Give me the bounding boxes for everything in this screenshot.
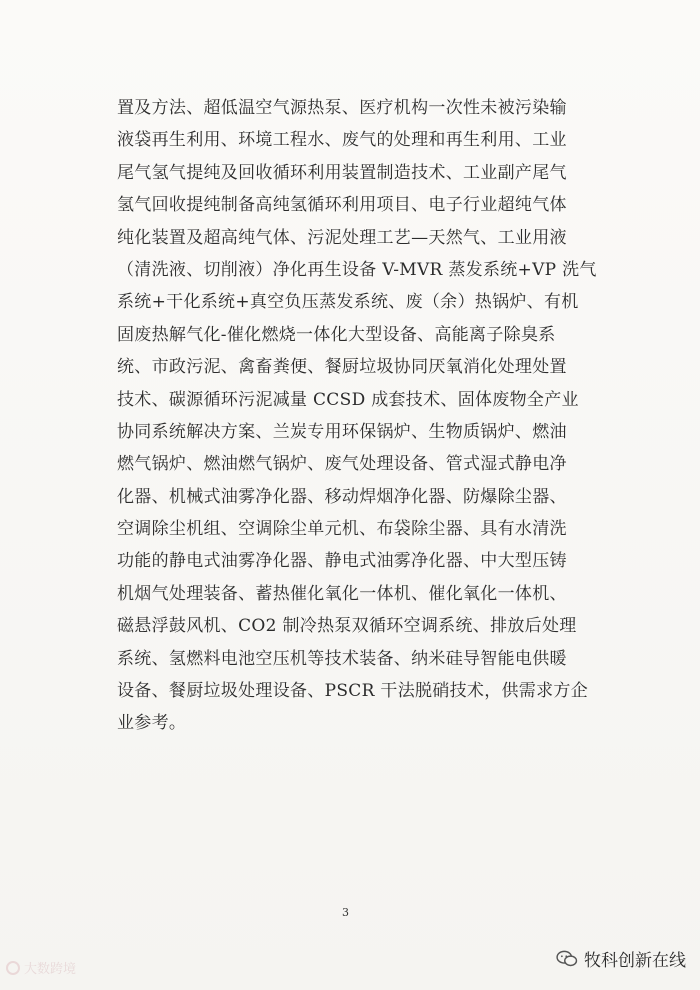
account-watermark (556, 946, 686, 971)
text-line: 系统、氢燃料电池空压机等技术装备、纳米硅导智能电供暖 (117, 648, 567, 669)
account-name: 牧科创新在线 (584, 951, 686, 971)
wechat-icon (556, 950, 578, 968)
text-line: 液袋再生利用、环境工程水、废气的处理和再生利用、工业 (117, 130, 567, 151)
text-line: 设备、餐厨垃圾处理设备、PSCR 干法脱硝技术，供需求方企 (117, 681, 588, 702)
watermark-logo (6, 958, 76, 977)
text-line: 功能的静电式油雾净化器、静电式油雾净化器、中大型压铸 (117, 551, 567, 572)
text-line: 业参考。 (117, 713, 187, 734)
text-line: 技术、碳源循环污泥减量 CCSD 成套技术、固体废物全产业 (117, 389, 579, 410)
text-line: 尾气氢气提纯及回收循环利用装置制造技术、工业副产尾气 (117, 162, 567, 183)
watermark-ring-icon (6, 961, 20, 975)
text-line: 氢气回收提纯制备高纯氢循环利用项目、电子行业超纯气体 (117, 195, 567, 216)
text-line: 纯化装置及超高纯气体、污泥处理工艺—天然气、工业用液 (117, 227, 567, 248)
text-line: 空调除尘机组、空调除尘单元机、布袋除尘器、具有水清洗 (117, 519, 567, 540)
page-number: 3 (342, 906, 349, 919)
text-line: 置及方法、超低温空气源热泵、医疗机构一次性未被污染输 (117, 98, 567, 118)
text-line: （清洗液、切削液）净化再生设备 V-MVR 蒸发系统+VP 洗气 (117, 259, 597, 280)
text-line: 固废热解气化-催化燃烧一体化大型设备、高能离子除臭系 (117, 324, 556, 345)
text-line: 化器、机械式油雾净化器、移动焊烟净化器、防爆除尘器、 (117, 486, 567, 507)
watermark-left-text: 大数跨境 (24, 962, 77, 977)
text-line: 燃气锅炉、燃油燃气锅炉、废气处理设备、管式湿式静电净 (117, 454, 567, 475)
text-line: 统、市政污泥、禽畜粪便、餐厨垃圾协同厌氧消化处理处置 (117, 357, 567, 378)
body-text (117, 92, 617, 740)
text-line: 机烟气处理装备、蓄热催化氧化一体机、催化氧化一体机、 (117, 583, 567, 604)
text-line: 协同系统解决方案、兰炭专用环保锅炉、生物质锅炉、燃油 (117, 421, 567, 442)
text-line: 系统+干化系统+真空负压蒸发系统、废（余）热锅炉、有机 (117, 292, 579, 313)
text-line: 磁悬浮鼓风机、CO2 制冷热泵双循环空调系统、排放后处理 (117, 616, 577, 637)
